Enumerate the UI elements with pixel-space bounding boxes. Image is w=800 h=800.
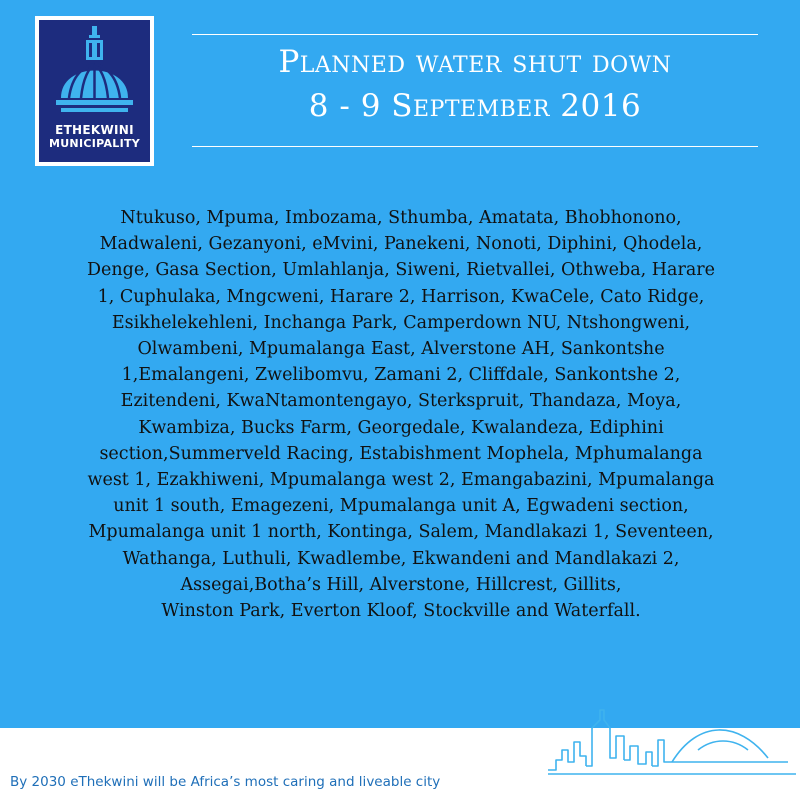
area-line: Winston Park, Everton Kloof, Stockville and Waterfall. [161, 601, 641, 622]
area-line: unit 1 south, Emagezeni, Mpumalanga unit A, Egwadeni section, [113, 496, 689, 517]
area-line: section,Summerveld Racing, Estabishment Mophela, Mphumalanga [99, 443, 703, 464]
logo-line-2: MUNICIPALITY [48, 137, 141, 150]
area-line: Kwambiza, Bucks Farm, Georgedale, Kwalandeza, Ediphini [138, 417, 664, 438]
affected-areas-list [60, 205, 742, 624]
durban-skyline-icon [548, 700, 798, 780]
area-line: 1,Emalangeni, Zwelibomvu, Zamani 2, Cliffdale, Sankontshe 2, [121, 365, 681, 386]
area-line: Ezitendeni, KwaNtamontengayo, Sterkspruit, Thandaza, Moya, [120, 391, 682, 412]
area-line: west 1, Ezakhiweni, Mpumalanga west 2, Emangabazini, Mpumalanga [87, 470, 715, 491]
vision-tagline: By 2030 eThekwini will be Africa’s most caring and liveable city [10, 774, 441, 790]
area-line: Olwambeni, Mpumalanga East, Alverstone AH, Sankontshe [137, 339, 665, 360]
area-line: Denge, Gasa Section, Umlahlanja, Siweni, Rietvallei, Othweba, Harare [86, 260, 715, 281]
area-line: Assegai,Botha’s Hill, Alverstone, Hillcrest, Gillits, [180, 574, 622, 595]
area-line: 1, Cuphulaka, Mngcweni, Harare 2, Harrison, KwaCele, Cato Ridge, [97, 286, 705, 307]
logo-line-1: ETHEKWINI [55, 123, 134, 137]
title-top-rule [192, 34, 758, 35]
logo-background [39, 20, 150, 162]
area-line: Madwaleni, Gezanyoni, eMvini, Panekeni, Nonoti, Diphini, Qhodela, [99, 234, 703, 255]
area-line: Mpumalanga unit 1 north, Kontinga, Salem, Mandlakazi 1, Seventeen, [88, 522, 714, 543]
city-hall-dome-icon [39, 20, 150, 120]
title-bottom-rule [192, 146, 758, 147]
area-line: Esikhelekehleni, Inchanga Park, Camperdown NU, Ntshongweni, [111, 312, 691, 333]
area-line: Ntukuso, Mpuma, Imbozama, Sthumba, Amatata, Bhobhonono, [120, 208, 682, 228]
notice-date: 8 - 9 September 2016 [308, 88, 642, 124]
area-line: Wathanga, Luthuli, Kwadlembe, Ekwandeni and Mandlakazi 2, [122, 548, 680, 569]
ethekwini-logo [35, 16, 154, 166]
notice-title: Planned water shut down [278, 44, 672, 80]
